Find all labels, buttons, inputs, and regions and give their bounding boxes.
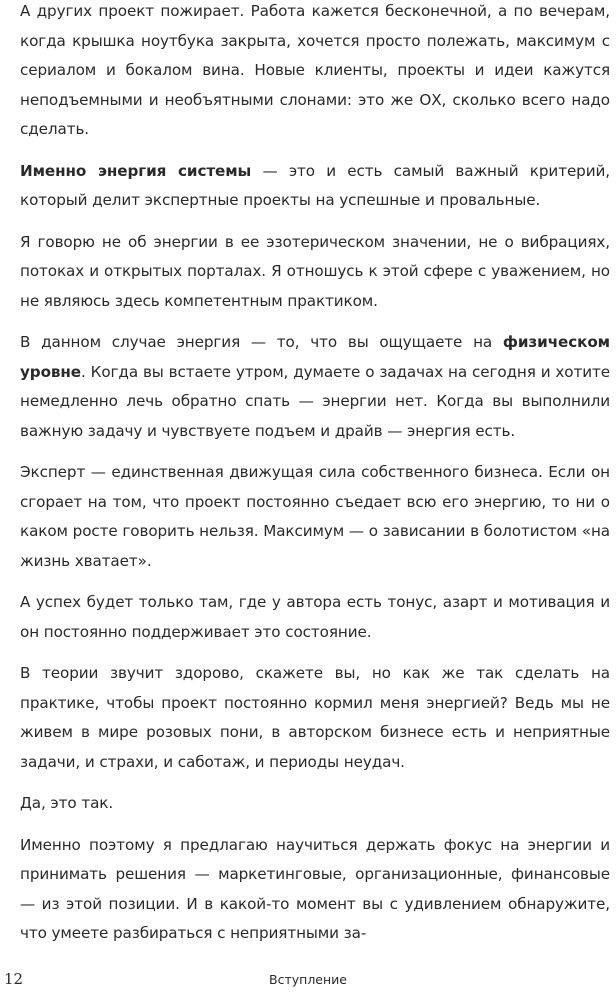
- paragraph-7: [20, 659, 610, 777]
- paragraph-2: [20, 157, 610, 216]
- paragraph-6: [20, 588, 610, 647]
- page-number: 12: [4, 970, 24, 988]
- paragraph-8-text: Да, это так.: [20, 794, 114, 812]
- paragraph-7-text: В теории звучит здорово, скажете вы, но как же так сделать на практике, чтобы проект постоянно кормил меня энергией? Ведь мы не живем в мире розовых пони, в авторском бизнесе есть и неприятные задачи, и страхи, и саботаж, и периоды неудач.: [20, 664, 610, 771]
- paragraph-2-text: — это и есть самый важный критерий, который делит экспертные проекты на успешные и провальные.: [20, 161, 610, 209]
- paragraph-4-text-a: В данном случае энергия — то, что вы ощущаете на: [20, 333, 503, 351]
- paragraph-2-bold: Именно энергия системы: [20, 161, 252, 180]
- paragraph-1-text: А других проект пожирает. Работа кажется бесконечной, а по вечерам, когда крышка ноутбука закрыта, хочется просто полежать, максимум с сериалом и бокалом вина. Новые клиенты, проекты и идеи кажутся неподъемными и необъятными слонами: это же ОХ, сколько всего надо сделать.: [20, 2, 610, 138]
- paragraph-3-text: Я говорю не об энергии в ее эзотерическом значении, не о вибрациях, потоках и открытых порталах. Я отношусь к этой сфере с уважением, но не являюсь здесь компетентным практиком.: [20, 232, 610, 310]
- paragraph-8: [20, 789, 610, 819]
- paragraph-5-text: Эксперт — единственная движущая сила собственного бизнеса. Если он сгорает на том, что проект постоянно съедает всю его энергию, то ни о каком росте говорить нельзя. Максимум — о зависании в болотистом «на жизнь хватает».: [20, 463, 610, 570]
- paragraph-4-text-b: . Когда вы встаете утром, думаете о задачах на сегодня и хотите немедленно лечь обратно спать — энергии нет. Когда вы выполнили важную задачу и чувствуете подъем и драйв — энергия есть.: [20, 362, 610, 440]
- paragraph-6-text: А успех будет только там, где у автора есть тонус, азарт и мотивация и он постоянно поддерживает это состояние.: [20, 593, 610, 641]
- paragraph-1: [20, 0, 610, 145]
- paragraph-4: [20, 328, 610, 446]
- paragraph-4-bold: физическом уровне: [20, 333, 610, 381]
- paragraph-9: [20, 831, 610, 949]
- paragraph-3: [20, 228, 610, 317]
- paragraph-9-text: Именно поэтому я предлагаю научиться держать фокус на энергии и принимать решения — маркетинговые, организационные, финансовые — из этой позиции. И в какой-то момент вы с удивлением обнаружите, что умеете разбираться с неприятными за-: [20, 835, 610, 942]
- paragraph-5: [20, 458, 610, 576]
- section-title: Вступление: [269, 972, 347, 987]
- body-text: [20, 0, 610, 961]
